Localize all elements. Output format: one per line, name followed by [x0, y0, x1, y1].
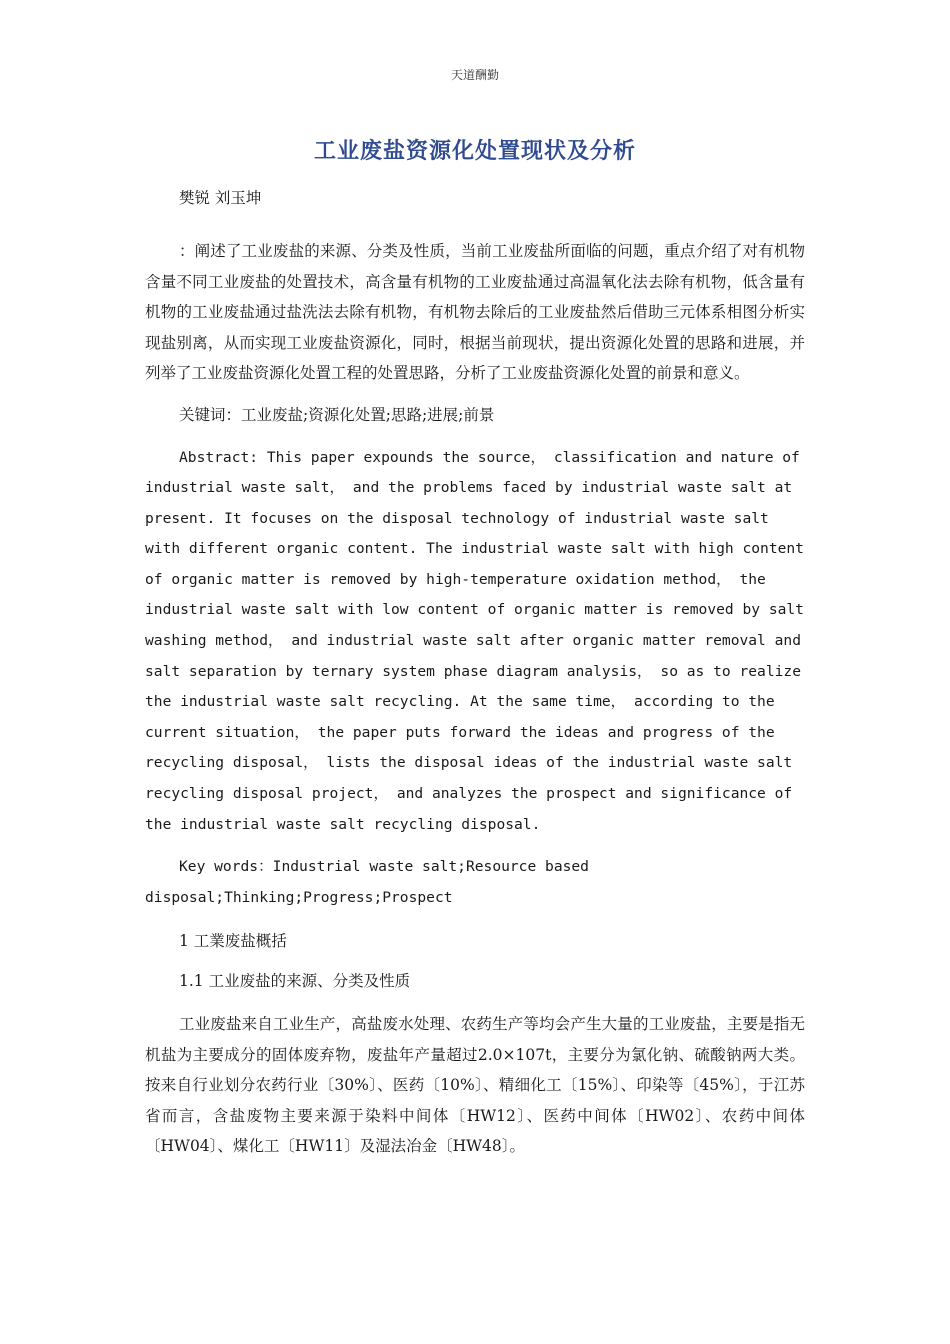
authors: 樊锐 刘玉坤 — [179, 189, 262, 207]
section-1-1-heading: 1.1 工业废盐的来源、分类及性质 — [179, 972, 411, 991]
section-1-1-body: 工业废盐来自工业生产，高盐废水处理、农药生产等均会产生大量的工业废盐，主要是指无机盐为主要成分的固体废弃物，废盐年产量超过2.0×107t，主要分为氯化钠、硫酸钠两大类。按来自行业划分农药行业〔30%〕、医药〔10%〕、精细化工〔15%〕、印染等〔45%〕，于江苏省而言，含盐废物主要来源于染料中间体〔HW12〕、医药中间体〔HW02〕、农药中间体〔HW04〕、煤化工〔HW11〕及湿法冶金〔HW48〕。 — [145, 1015, 805, 1156]
keywords-chinese: 关键词：工业废盐;资源化处置;思路;进展;前景 — [179, 405, 495, 424]
abstract-chinese: ：阐述了工业废盐的来源、分类及性质，当前工业废盐所面临的问题，重点介绍了对有机物含量不同工业废盐的处置技术，高含量有机物的工业废盐通过高温氧化法去除有机物，低含量有机物的工业废盐通过盐洗法去除有机物，有机物去除后的工业废盐然后借助三元体系相图分析实现盐别离，从而实现工业废盐资源化，同时，根据当前现状，提出资源化处置的思路和进展，并列举了工业废盐资源化处置工程的处置思路，分析了工业废盐资源化处置的前景和意义。 — [145, 242, 805, 382]
paper-body — [145, 186, 805, 1176]
abstract-english: Abstract: This paper expounds the source， classification and nature of industrial waste salt， and the problems faced by industrial waste salt at present. It focuses on the disposal technology of industrial waste salt with different organic content. The industrial waste salt with high content of organic matter is removed by high-temperature oxidation method， the industrial waste salt with low content of organic matter is removed by salt washing method， and industrial waste salt after organic matter removal and salt separation by ternary system phase diagram analysis， so as to realize the industrial waste salt recycling. At the same time， according to the current situation， the paper puts forward the ideas and progress of the recycling disposal， lists the disposal ideas of the industrial waste salt recycling disposal project， and analyzes the prospect and significance of the industrial waste salt recycling disposal. — [145, 448, 804, 833]
paper-title: 工业废盐资源化处置现状及分析 — [313, 139, 636, 164]
page-header: 天道酬勤 — [450, 68, 499, 82]
section-1-heading: 1 工業废盐概括 — [179, 932, 287, 951]
keywords-english: Key words：Industrial waste salt;Resource based disposal;Thinking;Progress;Prospect — [145, 858, 589, 906]
